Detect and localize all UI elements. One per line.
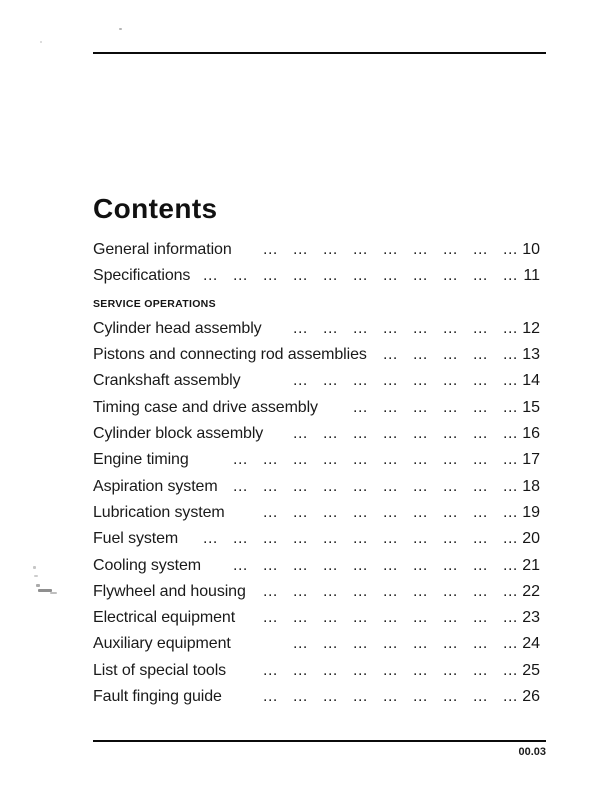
dot-leader-group: ... xyxy=(233,267,248,285)
dot-leader-group: ... xyxy=(413,451,428,469)
dot-leader-group: ... xyxy=(503,635,518,653)
dot-leader-group: ... xyxy=(263,609,278,627)
dot-leader-group: ... xyxy=(443,241,458,258)
dot-leader-group: ... xyxy=(473,635,488,653)
dot-leader-group: ... xyxy=(383,556,398,574)
dot-leader-group: ... xyxy=(443,451,458,469)
dot-leader-group: ... xyxy=(293,530,308,548)
dot-leader-group: ... xyxy=(413,241,428,258)
dot-leader-group: ... xyxy=(473,425,488,443)
footer-section-code: 00.03 xyxy=(518,746,546,758)
toc-entry xyxy=(93,237,546,263)
dot-leader-group: ... xyxy=(323,661,338,679)
toc-entry-page-number: 25 xyxy=(522,661,540,679)
dot-leader-group: ... xyxy=(473,503,488,521)
table-of-contents xyxy=(93,237,546,710)
dot-leader-group: ... xyxy=(443,319,458,337)
toc-entry-label: Cooling system xyxy=(93,556,201,574)
toc-entry-label: Pistons and connecting rod assemblies xyxy=(93,346,367,364)
toc-entry-label: Lubrication system xyxy=(93,503,225,521)
toc-entry xyxy=(93,342,546,368)
dot-leader-group: ... xyxy=(383,477,398,495)
dot-leader-group: ... xyxy=(293,267,308,285)
dot-leader-group: ... xyxy=(293,503,308,521)
dot-leader-group: ... xyxy=(413,582,428,600)
dot-leader-group: ... xyxy=(473,530,488,548)
dot-leader-group: ... xyxy=(503,319,518,337)
toc-entry-label: General information xyxy=(93,241,232,258)
dot-leader-group: ... xyxy=(383,451,398,469)
dot-leader-group: ... xyxy=(353,267,368,285)
dot-leader-group: ... xyxy=(383,503,398,521)
dot-leader-group: ... xyxy=(413,688,428,706)
dot-leader-group: ... xyxy=(293,688,308,706)
toc-entry-page-number: 22 xyxy=(522,582,540,600)
toc-entry-page-number: 16 xyxy=(522,425,540,443)
dot-leader-group: ... xyxy=(233,477,248,495)
dot-leader-group: ... xyxy=(443,425,458,443)
toc-entry-label: Aspiration system xyxy=(93,477,218,495)
dot-leader-group: ... xyxy=(473,267,488,285)
dot-leader-group: ... xyxy=(293,582,308,600)
dot-leader-group: ... xyxy=(413,609,428,627)
toc-entry-page-number: 19 xyxy=(522,503,540,521)
toc-entry xyxy=(93,395,546,421)
dot-leader-group: ... xyxy=(293,635,308,653)
toc-entry-page-number: 11 xyxy=(523,267,540,285)
toc-entry-label: Fault finging guide xyxy=(93,688,222,706)
toc-entry-label: Fuel system xyxy=(93,530,179,548)
scan-artifact xyxy=(50,592,57,594)
dot-leader-group: ... xyxy=(503,477,518,495)
dot-leader-group: ... xyxy=(353,425,368,443)
dot-leader-group: ... xyxy=(503,425,518,443)
dot-leader-group: ... xyxy=(383,346,398,364)
dot-leader-group: ... xyxy=(473,556,488,574)
dot-leader-group: ... xyxy=(473,688,488,706)
toc-entry-label: Cylinder head assembly xyxy=(93,319,262,337)
toc-entry-page-number: 10 xyxy=(522,241,540,258)
toc-entry xyxy=(93,500,546,526)
dot-leader-group: ... xyxy=(413,661,428,679)
scan-artifact xyxy=(34,575,38,577)
toc-entry-page-number: 12 xyxy=(522,319,540,337)
dot-leader-group: ... xyxy=(443,635,458,653)
scan-artifact xyxy=(119,28,122,30)
toc-entry-page-number: 21 xyxy=(522,556,540,574)
dot-leader-group: ... xyxy=(383,241,398,258)
dot-leader-group: ... xyxy=(473,609,488,627)
dot-leader-group: ... xyxy=(323,319,338,337)
dot-leader-group: ... xyxy=(443,609,458,627)
toc-entry-page-number: 15 xyxy=(522,398,540,416)
top-rule xyxy=(93,52,546,54)
dot-leader-group: ... xyxy=(323,451,338,469)
toc-entry xyxy=(93,316,546,342)
toc-entry-page-number: 18 xyxy=(522,477,540,495)
dot-leader-group: ... xyxy=(353,556,368,574)
dot-leader-group: ... xyxy=(263,267,278,285)
dot-leader-group: ... xyxy=(353,241,368,258)
dot-leader-group: ... xyxy=(353,477,368,495)
toc-entry xyxy=(93,684,546,710)
dot-leader-group: ... xyxy=(443,372,458,390)
toc-entry-label: Electrical equipment xyxy=(93,609,236,627)
dot-leader-group: ... xyxy=(353,398,368,416)
toc-entry xyxy=(93,368,546,394)
dot-leader-group: ... xyxy=(383,372,398,390)
dot-leader-group: ... xyxy=(203,267,218,285)
toc-entry xyxy=(93,658,546,684)
dot-leader-group: ... xyxy=(383,688,398,706)
toc-entry xyxy=(93,553,546,579)
dot-leader-group: ... xyxy=(443,688,458,706)
toc-entry xyxy=(93,263,546,289)
toc-entry-page-number: 24 xyxy=(522,635,540,653)
dot-leader-group: ... xyxy=(473,451,488,469)
toc-section-heading xyxy=(93,290,546,316)
dot-leader-group: ... xyxy=(383,530,398,548)
dot-leader-group: ... xyxy=(263,503,278,521)
toc-entry-page-number: 17 xyxy=(522,451,540,469)
toc-entry-page-number: 13 xyxy=(522,346,540,364)
dot-leader-group: ... xyxy=(503,556,518,574)
dot-leader-group: ... xyxy=(413,267,428,285)
dot-leader-group: ... xyxy=(473,241,488,258)
dot-leader-group: ... xyxy=(263,451,278,469)
dot-leader-group: ... xyxy=(353,451,368,469)
dot-leader-group: ... xyxy=(503,503,518,521)
dot-leader-group: ... xyxy=(263,661,278,679)
dot-leader-group: ... xyxy=(323,425,338,443)
dot-leader-group: ... xyxy=(413,425,428,443)
dot-leader-group: ... xyxy=(353,319,368,337)
dot-leader-group: ... xyxy=(473,346,488,364)
dot-leader-group: ... xyxy=(383,267,398,285)
toc-entry-label: Crankshaft assembly xyxy=(93,372,241,390)
dot-leader-group: ... xyxy=(413,503,428,521)
dot-leader-group: ... xyxy=(383,398,398,416)
dot-leader-group: ... xyxy=(473,477,488,495)
dot-leader-group: ... xyxy=(323,582,338,600)
toc-section-heading-label: SERVICE OPERATIONS xyxy=(93,297,216,310)
dot-leader-group: ... xyxy=(443,477,458,495)
dot-leader-group: ... xyxy=(383,582,398,600)
dot-leader-group: ... xyxy=(263,241,278,258)
dot-leader-group: ... xyxy=(413,477,428,495)
dot-leader-group: ... xyxy=(263,556,278,574)
toc-entry-page-number: 23 xyxy=(522,609,540,627)
dot-leader-group: ... xyxy=(293,477,308,495)
dot-leader-group: ... xyxy=(383,425,398,443)
dot-leader-group: ... xyxy=(293,661,308,679)
dot-leader-group: ... xyxy=(353,530,368,548)
toc-entry-label: Engine timing xyxy=(93,451,189,469)
dot-leader-group: ... xyxy=(323,530,338,548)
dot-leader-group: ... xyxy=(323,609,338,627)
dot-leader-group: ... xyxy=(503,451,518,469)
dot-leader-group: ... xyxy=(323,241,338,258)
toc-entry-page-number: 26 xyxy=(522,688,540,706)
dot-leader-group: ... xyxy=(503,372,518,390)
dot-leader-group: ... xyxy=(263,688,278,706)
dot-leader-group: ... xyxy=(473,372,488,390)
dot-leader-group: ... xyxy=(293,425,308,443)
dot-leader-group: ... xyxy=(473,319,488,337)
toc-entry xyxy=(93,579,546,605)
dot-leader-group: ... xyxy=(443,530,458,548)
dot-leader-group: ... xyxy=(473,398,488,416)
toc-entry xyxy=(93,526,546,552)
dot-leader-group: ... xyxy=(443,346,458,364)
scan-artifact xyxy=(40,41,42,43)
toc-entry-page-number: 14 xyxy=(522,372,540,390)
toc-entry xyxy=(93,631,546,657)
dot-leader-group: ... xyxy=(203,530,218,548)
toc-entry xyxy=(93,605,546,631)
dot-leader-group: ... xyxy=(293,556,308,574)
dot-leader-group: ... xyxy=(323,556,338,574)
dot-leader-group: ... xyxy=(413,556,428,574)
toc-entry-label: Specifications xyxy=(93,267,191,285)
dot-leader-group: ... xyxy=(503,267,518,285)
dot-leader-group: ... xyxy=(413,530,428,548)
dot-leader-group: ... xyxy=(293,372,308,390)
dot-leader-group: ... xyxy=(413,372,428,390)
dot-leader-group: ... xyxy=(323,635,338,653)
dot-leader-group: ... xyxy=(323,503,338,521)
dot-leader-group: ... xyxy=(503,346,518,364)
dot-leader-group: ... xyxy=(263,582,278,600)
dot-leader-group: ... xyxy=(353,503,368,521)
dot-leader-group: ... xyxy=(413,635,428,653)
dot-leader-group: ... xyxy=(443,556,458,574)
dot-leader-group: ... xyxy=(323,267,338,285)
dot-leader-group: ... xyxy=(353,582,368,600)
dot-leader-group: ... xyxy=(293,609,308,627)
dot-leader-group: ... xyxy=(353,661,368,679)
scan-artifact xyxy=(33,566,36,569)
dot-leader-group: ... xyxy=(263,530,278,548)
dot-leader-group: ... xyxy=(293,319,308,337)
dot-leader-group: ... xyxy=(383,609,398,627)
dot-leader-group: ... xyxy=(503,582,518,600)
dot-leader-group: ... xyxy=(353,372,368,390)
dot-leader-group: ... xyxy=(503,530,518,548)
toc-entry-label: List of special tools xyxy=(93,661,227,679)
bottom-rule xyxy=(93,740,546,742)
dot-leader-group: ... xyxy=(443,267,458,285)
dot-leader-group: ... xyxy=(383,319,398,337)
dot-leader-group: ... xyxy=(503,398,518,416)
dot-leader-group: ... xyxy=(413,346,428,364)
scan-artifact xyxy=(36,584,40,587)
dot-leader-group: ... xyxy=(323,688,338,706)
toc-entry-label: Timing case and drive assembly xyxy=(93,398,318,416)
dot-leader-group: ... xyxy=(473,582,488,600)
dot-leader-group: ... xyxy=(503,241,518,258)
dot-leader-group: ... xyxy=(293,241,308,258)
dot-leader-group: ... xyxy=(473,661,488,679)
dot-leader-group: ... xyxy=(263,477,278,495)
dot-leader-group: ... xyxy=(323,477,338,495)
dot-leader-group: ... xyxy=(443,582,458,600)
dot-leader-group: ... xyxy=(503,688,518,706)
dot-leader-group: ... xyxy=(353,688,368,706)
dot-leader-group: ... xyxy=(323,372,338,390)
toc-entry-page-number: 20 xyxy=(522,530,540,548)
dot-leader-group: ... xyxy=(383,635,398,653)
toc-entry xyxy=(93,474,546,500)
dot-leader-group: ... xyxy=(233,556,248,574)
toc-entry-label: Cylinder block assembly xyxy=(93,425,264,443)
toc-entry xyxy=(93,447,546,473)
dot-leader-group: ... xyxy=(503,661,518,679)
page-title: Contents xyxy=(93,193,218,224)
dot-leader-group: ... xyxy=(503,609,518,627)
dot-leader-group: ... xyxy=(413,319,428,337)
toc-entry-label: Auxiliary equipment xyxy=(93,635,231,653)
toc-entry xyxy=(93,421,546,447)
dot-leader-group: ... xyxy=(443,503,458,521)
dot-leader-group: ... xyxy=(443,398,458,416)
dot-leader-group: ... xyxy=(233,530,248,548)
dot-leader-group: ... xyxy=(443,661,458,679)
dot-leader-group: ... xyxy=(353,609,368,627)
dot-leader-group: ... xyxy=(353,635,368,653)
dot-leader-group: ... xyxy=(293,451,308,469)
dot-leader-group: ... xyxy=(383,661,398,679)
toc-entry-label: Flywheel and housing xyxy=(93,582,246,600)
dot-leader-group: ... xyxy=(413,398,428,416)
dot-leader-group: ... xyxy=(233,451,248,469)
